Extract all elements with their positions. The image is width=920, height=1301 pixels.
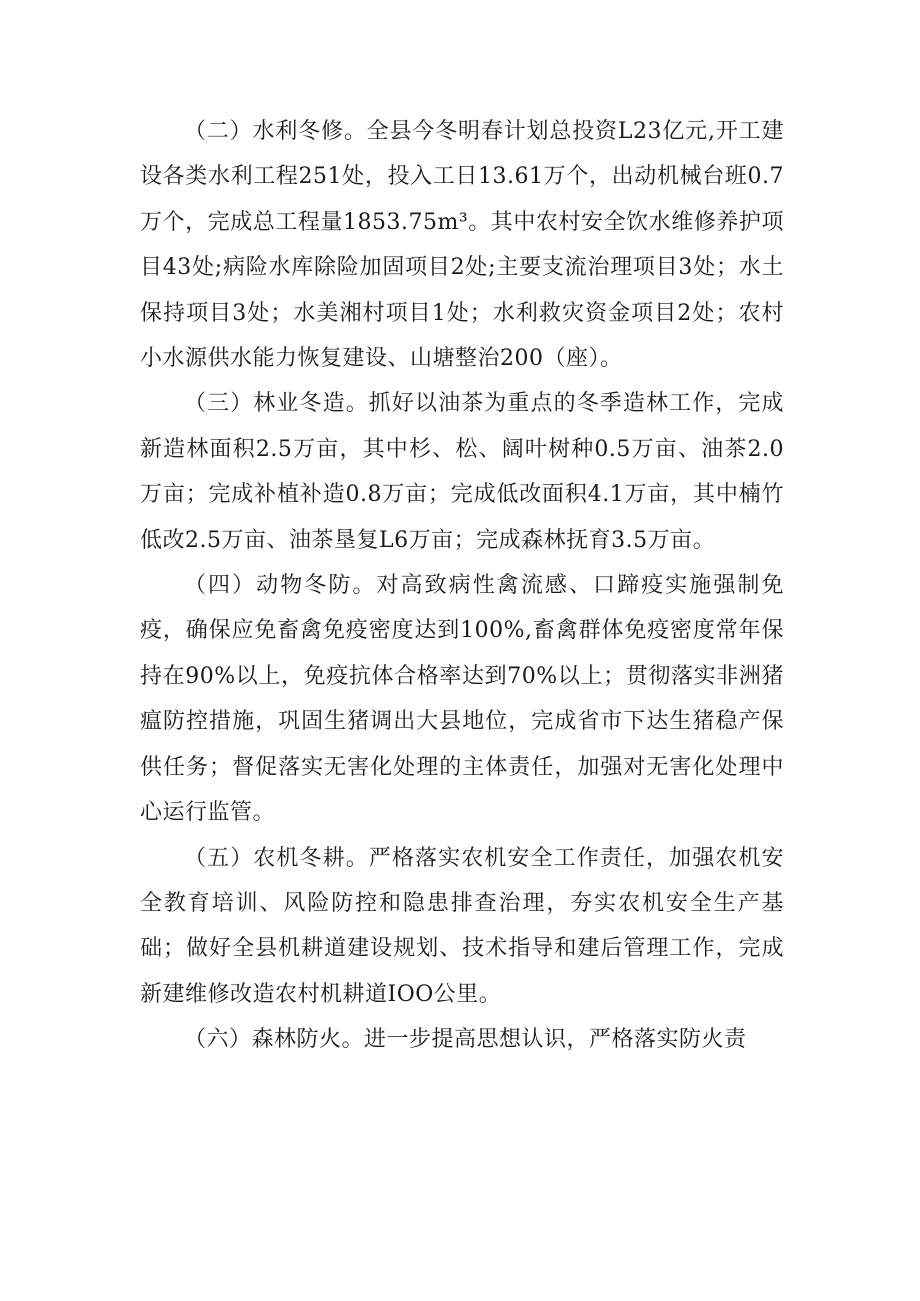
paragraph-water-conservancy: （二）水利冬修。全县今冬明春计划总投资L23亿元,开工建设各类水利工程251处，投入工日13.61万个，出动机械台班0.7万个，完成总工程量1853.75m³。其中农村安全饮水维修养护项目43处;病险水库除险加固项目2处;主要支流治理项目3处；水土保持项目3处；水美湘村项目1处；水利救灾资金项目2处；农村小水源供水能力恢复建设、山塘整治200（座）。 (140, 119, 784, 372)
paragraph-agricultural-machinery: （五）农机冬耕。严格落实农机安全工作责任，加强农机安全教育培训、风险防控和隐患排查治理，夯实农机安全生产基础；做好全县机耕道建设规划、技术指导和建后管理工作，完成新建维修改造农村机耕道IOO公里。 (140, 845, 784, 1007)
paragraph-forest-fire-prevention: （六）森林防火。进一步提高思想认识，严格落实防火责 (184, 1027, 747, 1053)
paragraph-animal-epidemic-prevention: （四）动物冬防。对高致病性禽流感、口蹄疫实施强制免疫，确保应免畜禽免疫密度达到100%,畜禽群体免疫密度常年保持在90%以上，免疫抗体合格率达到70%以上；贯彻落实非洲猪瘟防控措施，巩固生猪调出大县地位，完成省市下达生猪稳产保供任务；督促落实无害化处理的主体责任，加强对无害化处理中心运行监管。 (140, 573, 784, 826)
document-body (140, 109, 784, 1063)
paragraph-forestry: （三）林业冬造。抓好以油茶为重点的冬季造林工作，完成新造林面积2.5万亩，其中杉、松、阔叶树种0.5万亩、油茶2.0万亩；完成补植补造0.8万亩；完成低改面积4.1万亩，其中楠竹低改2.5万亩、油茶垦复L6万亩；完成森林抚育3.5万亩。 (140, 391, 784, 553)
